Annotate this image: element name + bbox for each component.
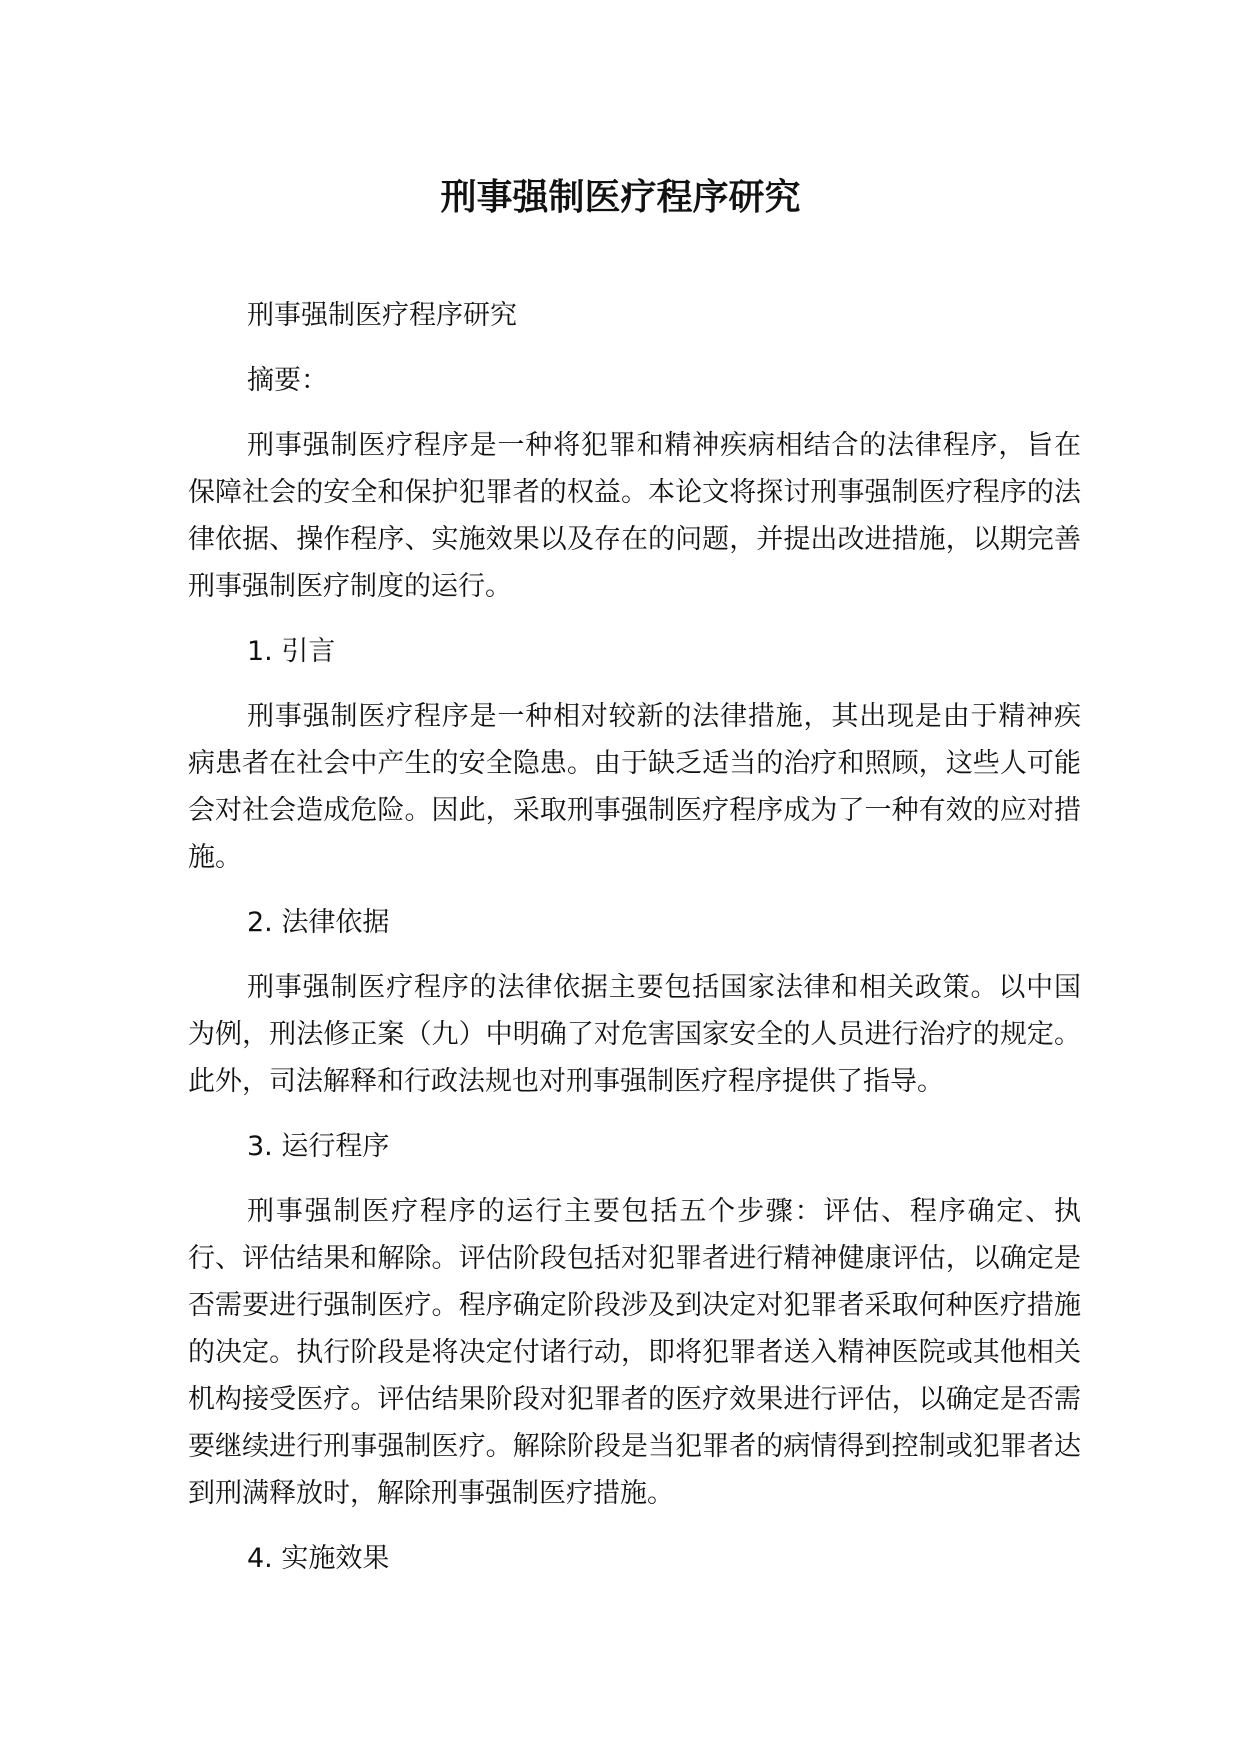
subtitle: 刑事强制医疗程序研究 <box>247 300 517 331</box>
document-title: 刑事强制医疗程序研究 <box>440 177 801 218</box>
document-body <box>188 292 1081 1600</box>
section-paragraph-legal-basis: 刑事强制医疗程序的法律依据主要包括国家法律和相关政策。以中国为例，刑法修正案（九）中明确了对危害国家安全的人员进行治疗的规定。此外，司法解释和行政法规也对刑事强制医疗程序提供了指导。 <box>188 972 1081 1097</box>
section-heading-legal-basis: 2. 法律依据 <box>247 907 390 938</box>
section-heading-operating-procedure: 3. 运行程序 <box>247 1131 390 1162</box>
section-heading-introduction: 1. 引言 <box>247 636 336 667</box>
abstract-label: 摘要： <box>247 365 328 396</box>
section-paragraph-operating-procedure: 刑事强制医疗程序的运行主要包括五个步骤：评估、程序确定、执行、评估结果和解除。评估阶段包括对犯罪者进行精神健康评估，以确定是否需要进行强制医疗。程序确定阶段涉及到决定对犯罪者采取何种医疗措施的决定。执行阶段是将决定付诸行动，即将犯罪者送入精神医院或其他相关机构接受医疗。评估结果阶段对犯罪者的医疗效果进行评估，以确定是否需要继续进行刑事强制医疗。解除阶段是当犯罪者的病情得到控制或犯罪者达到刑满释放时，解除刑事强制医疗措施。 <box>188 1196 1081 1509</box>
section-heading-implementation-effect: 4. 实施效果 <box>247 1543 390 1574</box>
abstract-paragraph: 刑事强制医疗程序是一种将犯罪和精神疾病相结合的法律程序，旨在保障社会的安全和保护犯罪者的权益。本论文将探讨刑事强制医疗程序的法律依据、操作程序、实施效果以及存在的问题，并提出改进措施，以期完善刑事强制医疗制度的运行。 <box>188 430 1081 602</box>
section-paragraph-introduction: 刑事强制医疗程序是一种相对较新的法律措施，其出现是由于精神疾病患者在社会中产生的安全隐患。由于缺乏适当的治疗和照顾，这些人可能会对社会造成危险。因此，采取刑事强制医疗程序成为了一种有效的应对措施。 <box>188 701 1081 873</box>
